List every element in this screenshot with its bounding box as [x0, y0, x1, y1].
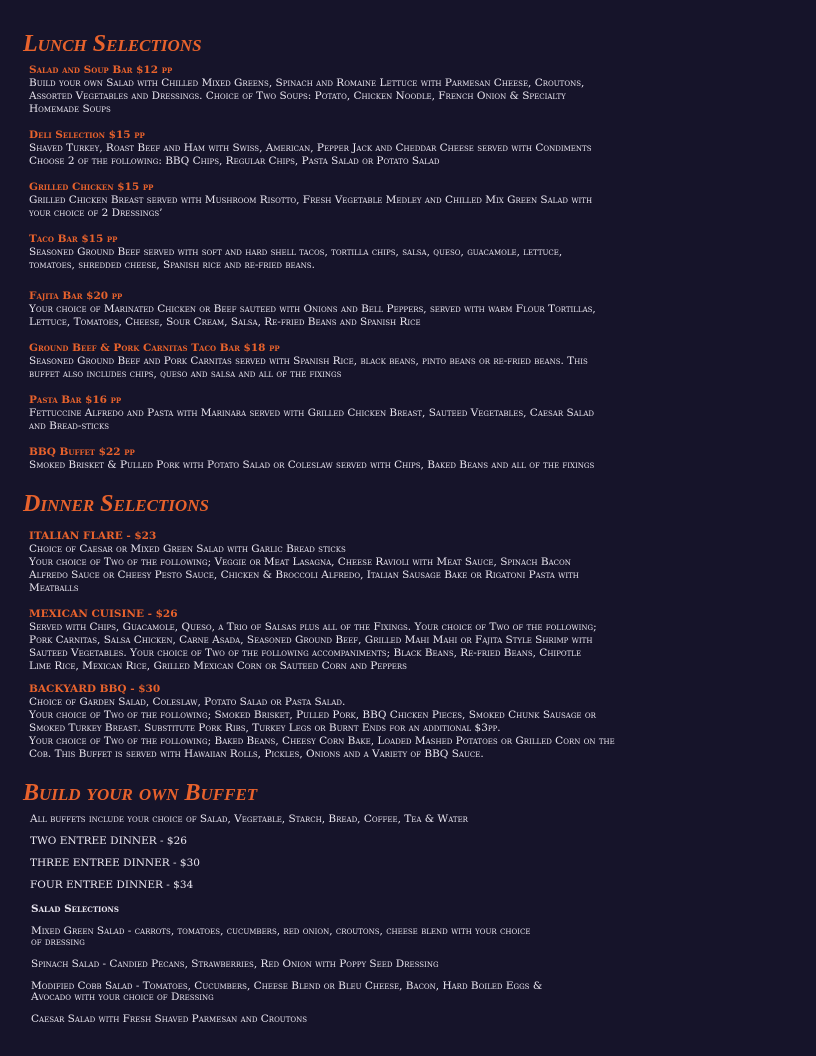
dinner-item-italian	[29, 530, 789, 595]
item-description: Your choice of Marinated Chicken or Beef sauteed with Onions and Bell Peppers, served with warm Flour Tortillas, Lettuce, Tomatoes, Cheese, Sour Cream, Salsa, Re-fried Beans and Spanish Rice	[29, 303, 596, 328]
lunch-item-salad-soup	[29, 64, 789, 116]
buffet-option: FOUR ENTREE DINNER - $34	[30, 879, 194, 891]
item-title: Grilled Chicken $15 pp	[29, 181, 154, 193]
buffet-option: TWO ENTREE DINNER - $26	[30, 835, 187, 847]
lunch-item-taco-bar	[29, 233, 789, 272]
item-title: Ground Beef & Pork Carnitas Taco Bar $18 pp	[29, 342, 280, 354]
dinner-heading: Dinner Selections	[23, 491, 209, 517]
salad-option: Spinach Salad - Candied Pecans, Strawberries, Red Onion with Poppy Seed Dressing	[31, 958, 439, 970]
item-description: Smoked Brisket & Pulled Pork with Potato Salad or Coleslaw served with Chips, Baked Beans and all of the fixings	[29, 459, 595, 471]
item-title: ITALIAN FLARE - $23	[29, 530, 157, 542]
salad-option: Caesar Salad with Fresh Shaved Parmesan and Croutons	[31, 1013, 308, 1025]
item-title: MEXICAN CUISINE - $26	[29, 608, 178, 620]
item-title: Salad and Soup Bar $12 pp	[29, 64, 173, 76]
salad-option: Mixed Green Salad - carrots, tomatoes, cucumbers, red onion, croutons, cheese blend with your choice of dressing	[31, 925, 531, 948]
lunch-item-bbq-buffet	[29, 446, 789, 472]
dinner-item-mexican	[29, 608, 789, 673]
lunch-item-grilled-chicken	[29, 181, 789, 220]
item-description: Served with Chips, Guacamole, Queso, a Trio of Salsas plus all of the Fixings. Your choice of Two of the following; Pork Carnitas, Salsa Chicken, Carne Asada, Seasoned Ground Beef, Grilled Mahi Mahi or Fajita Style Shrimp with Sauteed Vegetables. Your choice of Two of the following accompaniments; Black Beans, Re-fried Beans, Chipotle Lime Rice, Mexican Rice, Grilled Mexican Corn or Sauteed Corn and Peppers	[29, 621, 597, 672]
item-title: BACKYARD BBQ - $30	[29, 683, 161, 695]
lunch-item-pasta-bar	[29, 394, 789, 433]
lunch-item-carnitas-taco-bar	[29, 342, 789, 381]
item-title: Deli Selection $15 pp	[29, 129, 145, 141]
item-description: Choice of Caesar or Mixed Green Salad with Garlic Bread sticks Your choice of Two of the following; Veggie or Meat Lasagna, Cheese Ravioli with Meat Sauce, Spinach Bacon Alfredo Sauce or Cheesy Pesto Sauce, Chicken & Broccoli Alfredo, Italian Sausage Bake or Rigatoni Pasta with Meatballs	[29, 543, 579, 594]
item-description: Shaved Turkey, Roast Beef and Ham with Swiss, American, Pepper Jack and Cheddar Cheese served with Condiments Choose 2 of the following: BBQ Chips, Regular Chips, Pasta Salad or Potato Salad	[29, 142, 592, 167]
salad-option: Modified Cobb Salad - Tomatoes, Cucumbers, Cheese Blend or Bleu Cheese, Bacon, Hard Boiled Eggs & Avocado with your choice of Dressing	[31, 980, 543, 1003]
item-description: Seasoned Ground Beef served with soft and hard shell tacos, tortilla chips, salsa, queso, guacamole, lettuce, tomatoes, shredded cheese, Spanish rice and re-fried beans.	[29, 246, 563, 271]
lunch-item-fajita-bar	[29, 290, 789, 329]
lunch-heading: Lunch Selections	[23, 31, 202, 57]
item-title: Pasta Bar $16 pp	[29, 394, 122, 406]
salad-selections-heading: Salad Selections	[31, 903, 119, 915]
item-description: Choice of Garden Salad, Coleslaw, Potato Salad or Pasta Salad. Your choice of Two of the following; Smoked Brisket, Pulled Pork, BBQ Chicken Pieces, Smoked Chunk Sausage or Smoked Turkey Breast. Substitute Pork Ribs, Turkey Legs or Burnt Ends for an additional $3pp. Your choice of Two of the following; Baked Beans, Cheesy Corn Bake, Loaded Mashed Potatoes or Grilled Corn on the Cob. This Buffet is served with Hawaiian Rolls, Pickles, Onions and a Variety of BBQ Sauce.	[29, 696, 615, 760]
item-title: Fajita Bar $20 pp	[29, 290, 123, 302]
buffet-heading: Build your own Buffet	[23, 780, 258, 806]
dinner-item-backyard-bbq	[29, 683, 799, 761]
lunch-item-deli	[29, 129, 789, 168]
item-title: BBQ Buffet $22 pp	[29, 446, 135, 458]
buffet-intro: All buffets include your choice of Salad, Vegetable, Starch, Bread, Coffee, Tea & Water	[30, 813, 468, 825]
item-description: Build your own Salad with Chilled Mixed Greens, Spinach and Romaine Lettuce with Parmesan Cheese, Croutons, Assorted Vegetables and Dressings. Choice of Two Soups: Potato, Chicken Noodle, French Onion & Specialty Homemade Soups	[29, 77, 585, 115]
item-description: Grilled Chicken Breast served with Mushroom Risotto, Fresh Vegetable Medley and Chilled Mix Green Salad with your choice of 2 Dressings’	[29, 194, 593, 219]
item-description: Fettuccine Alfredo and Pasta with Marinara served with Grilled Chicken Breast, Sauteed Vegetables, Caesar Salad and Bread-sticks	[29, 407, 595, 432]
item-title: Taco Bar $15 pp	[29, 233, 118, 245]
buffet-option: THREE ENTREE DINNER - $30	[30, 857, 200, 869]
item-description: Seasoned Ground Beef and Pork Carnitas served with Spanish Rice, black beans, pinto beans or re-fried beans. This buffet also includes chips, queso and salsa and all of the fixings	[29, 355, 588, 380]
